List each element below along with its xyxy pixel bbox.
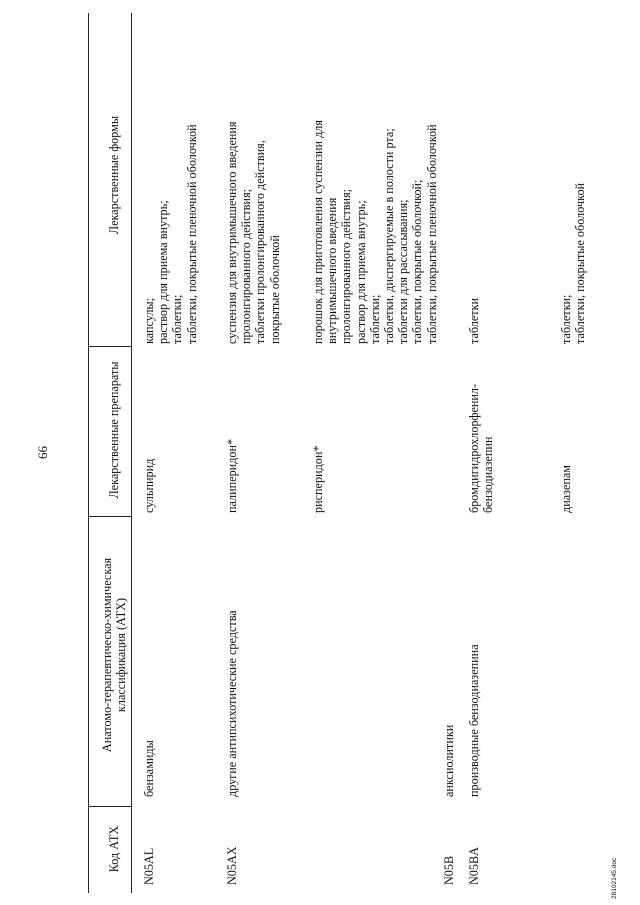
header-classification-line: классификация (АТХ) (114, 597, 129, 713)
atc-classification-line: анксиолитики (442, 724, 456, 797)
dosage-forms-line: раствор для приема внутрь; (353, 200, 368, 344)
dosage-forms-line: покрытые оболочкой (267, 235, 282, 344)
drug-name-line: бензодиазепин (481, 436, 496, 513)
drug-name (225, 439, 239, 513)
drug-name (311, 446, 325, 513)
atc-classification (142, 740, 156, 797)
dosage-forms (559, 183, 587, 344)
dosage-forms-line: таблетки, покрытые оболочкой (573, 182, 588, 344)
page-number: 66 (35, 446, 50, 459)
dosage-forms-line: порошок для приготовления суспензии для (311, 120, 325, 344)
atc-code (225, 846, 239, 885)
dosage-forms (311, 120, 439, 344)
header-forms: Лекарственные формы (107, 115, 121, 235)
header-classification-line: Анатомо-терапевтическо-химическая (100, 557, 114, 753)
atc-code (142, 848, 156, 885)
dosage-forms-line: раствор для приема внутрь; (156, 200, 171, 344)
atc-classification-line: производные бензодиазепина (467, 644, 481, 797)
atc-code-text: N05B (442, 855, 456, 885)
file-footer: 28102145.doc (611, 857, 618, 899)
table-top-border (88, 13, 89, 893)
dosage-forms-line: таблетки для рассасывания; (396, 199, 411, 344)
drug-name-line: рисперидон* (311, 445, 325, 513)
drug-name-line: сульпирид (142, 458, 156, 513)
header-bottom-border (131, 13, 132, 893)
dosage-forms-line: суспензия для внутримышечного введения (225, 121, 239, 344)
column-divider (88, 516, 131, 517)
dosage-forms (142, 124, 199, 344)
atc-classification-line: другие антипсихотические средства (225, 610, 239, 797)
drug-name (559, 465, 573, 513)
dosage-forms-line: таблетки; (170, 294, 185, 344)
dosage-forms-line: таблетки; (559, 294, 573, 344)
atc-code-text: N05AL (142, 847, 156, 885)
header-drugs: Лекарственные препараты (107, 361, 121, 499)
dosage-forms-line: таблетки, покрытые оболочкой; (410, 179, 425, 344)
header-classification (100, 505, 128, 805)
atc-classification (467, 644, 481, 797)
dosage-forms-line: пролонгированного действия; (339, 188, 354, 344)
dosage-forms-line: таблетки, диспергируемые в полости рта; (382, 128, 397, 344)
atc-code (442, 856, 456, 885)
atc-classification-line: бензамиды (142, 740, 156, 797)
dosage-forms (225, 121, 282, 344)
atc-classification (225, 610, 239, 797)
dosage-forms-line: капсулы; (142, 298, 156, 344)
dosage-forms-line: пролонгированного действия; (239, 188, 254, 344)
dosage-forms (467, 298, 481, 344)
dosage-forms-line: таблетки, покрытые пленочной оболочкой (424, 124, 439, 344)
atc-code-text: N05BA (467, 847, 481, 885)
column-divider (88, 806, 131, 807)
drug-name (467, 384, 495, 513)
dosage-forms-line: таблетки пролонгированного действия, (253, 140, 268, 344)
column-divider (88, 346, 131, 347)
atc-code-text: N05AX (225, 846, 239, 885)
dosage-forms-line: таблетки; (367, 294, 382, 344)
atc-code (467, 847, 481, 885)
header-code: Код АТХ (107, 825, 121, 873)
atc-classification (442, 725, 456, 797)
drug-name-line: палиперидон* (225, 438, 239, 513)
drug-name-line: диазепам (559, 464, 573, 513)
drug-name (142, 459, 156, 513)
drug-name-line: бромдигидрохлорфенил- (467, 383, 481, 513)
dosage-forms-line: внутримышечного введения (325, 197, 340, 344)
dosage-forms-line: таблетки, покрытые пленочной оболочкой (184, 124, 199, 344)
dosage-forms-line: таблетки (467, 297, 481, 344)
